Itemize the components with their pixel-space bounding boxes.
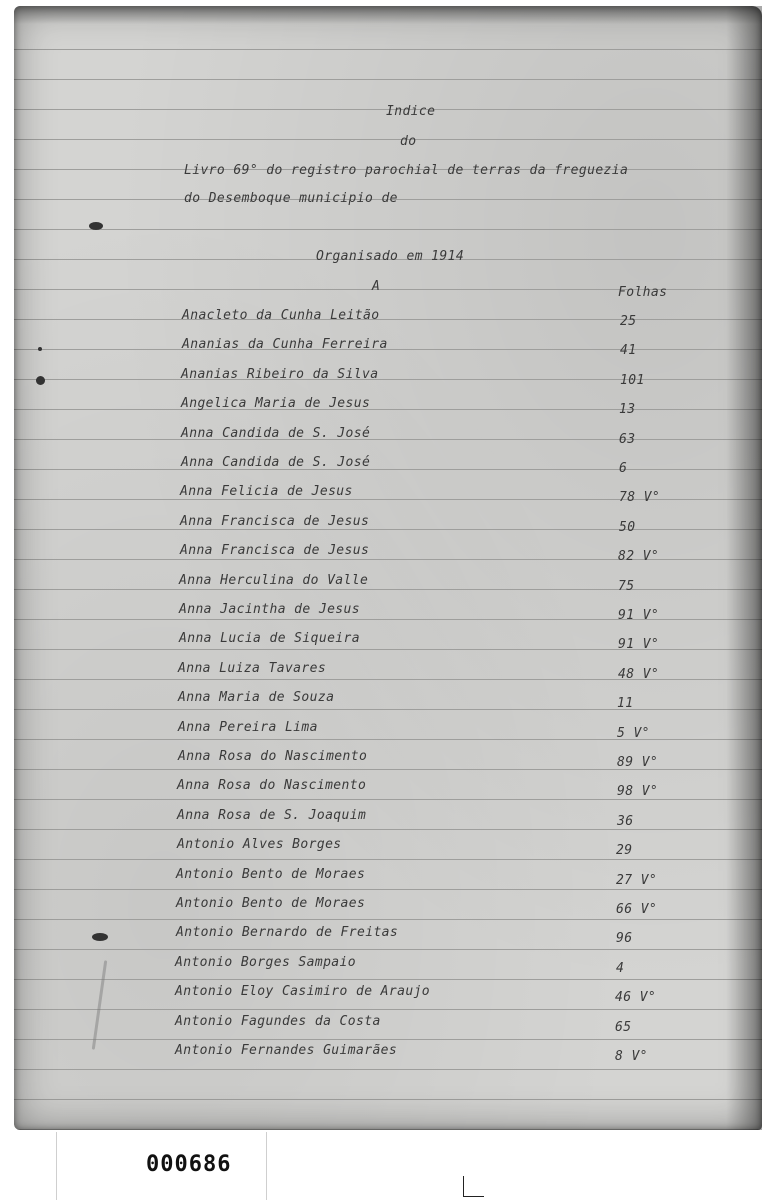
entry-folhas: 98 V° bbox=[617, 784, 659, 799]
punch-hole bbox=[36, 376, 45, 385]
corner-mark bbox=[463, 1176, 484, 1197]
entry-folhas: 27 V° bbox=[616, 873, 658, 888]
entry-folhas: 89 V° bbox=[617, 755, 659, 770]
entry-name: Anna Herculina do Valle bbox=[179, 573, 369, 588]
entry-name: Anna Jacintha de Jesus bbox=[179, 602, 360, 617]
entry-folhas: 29 bbox=[616, 843, 633, 858]
entry-folhas: 36 bbox=[617, 814, 634, 829]
entry-folhas: 25 bbox=[620, 314, 637, 329]
book-description-line-1: Livro 69° do registro parochial de terras da freguezia bbox=[184, 163, 629, 178]
entry-folhas: 6 bbox=[619, 461, 628, 476]
entry-name: Anna Lucia de Siqueira bbox=[179, 631, 360, 646]
entry-name: Anna Rosa de S. Joaquim bbox=[177, 808, 367, 823]
entry-name: Antonio Bernardo de Freitas bbox=[176, 925, 399, 940]
entry-name: Antonio Eloy Casimiro de Araujo bbox=[175, 984, 431, 999]
entry-name: Anna Maria de Souza bbox=[178, 690, 335, 705]
entry-name: Anna Candida de S. José bbox=[181, 426, 371, 441]
entry-name: Anna Rosa do Nascimento bbox=[177, 778, 367, 793]
organized-date: Organisado em 1914 bbox=[316, 249, 465, 264]
scan-frame-line bbox=[56, 1132, 57, 1200]
entry-folhas: 91 V° bbox=[618, 637, 660, 652]
entry-name: Anna Felicia de Jesus bbox=[180, 484, 353, 499]
entry-folhas: 101 bbox=[620, 373, 645, 388]
entry-folhas: 8 V° bbox=[615, 1049, 648, 1064]
entry-name: Anna Pereira Lima bbox=[178, 720, 318, 735]
entry-folhas: 11 bbox=[617, 696, 634, 711]
entry-folhas: 4 bbox=[616, 961, 625, 976]
entry-name: Angelica Maria de Jesus bbox=[181, 396, 371, 411]
entry-folhas: 46 V° bbox=[615, 990, 657, 1005]
index-title: Indice bbox=[386, 104, 436, 119]
entry-folhas: 65 bbox=[615, 1020, 632, 1035]
entry-name: Anna Francisca de Jesus bbox=[180, 514, 370, 529]
entry-name: Anna Luiza Tavares bbox=[178, 661, 327, 676]
entry-name: Antonio Bento de Moraes bbox=[176, 896, 366, 911]
entry-folhas: 63 bbox=[619, 432, 636, 447]
entry-name: Ananias Ribeiro da Silva bbox=[181, 367, 379, 382]
entry-folhas: 5 V° bbox=[617, 726, 650, 741]
entry-folhas: 96 bbox=[616, 931, 633, 946]
punch-hole bbox=[92, 933, 108, 941]
entry-name: Antonio Alves Borges bbox=[177, 837, 342, 852]
entry-folhas: 13 bbox=[619, 402, 636, 417]
entry-name: Anna Francisca de Jesus bbox=[180, 543, 370, 558]
entry-name: Antonio Bento de Moraes bbox=[176, 867, 366, 882]
entry-folhas: 50 bbox=[619, 520, 636, 535]
entry-folhas: 75 bbox=[618, 579, 635, 594]
entry-name: Antonio Fagundes da Costa bbox=[175, 1014, 381, 1029]
entry-folhas: 48 V° bbox=[618, 667, 660, 682]
entry-name: Antonio Borges Sampaio bbox=[175, 955, 356, 970]
entry-name: Anna Rosa do Nascimento bbox=[178, 749, 368, 764]
entry-folhas: 41 bbox=[620, 343, 637, 358]
entry-name: Antonio Fernandes Guimarães bbox=[175, 1043, 398, 1058]
index-subtitle: do bbox=[400, 134, 417, 149]
entry-folhas: 78 V° bbox=[619, 490, 661, 505]
entry-name: Ananias da Cunha Ferreira bbox=[182, 337, 388, 352]
entry-name: Anna Candida de S. José bbox=[181, 455, 371, 470]
entry-folhas: 82 V° bbox=[618, 549, 660, 564]
folhas-column-label: Folhas bbox=[618, 285, 668, 300]
punch-hole bbox=[38, 347, 42, 351]
scan-frame-line bbox=[266, 1132, 267, 1200]
section-letter: A bbox=[372, 279, 381, 294]
punch-hole bbox=[89, 222, 103, 230]
entry-folhas: 91 V° bbox=[618, 608, 660, 623]
archive-stamp-number: 000686 bbox=[146, 1152, 232, 1177]
entry-folhas: 66 V° bbox=[616, 902, 658, 917]
book-description-line-2: do Desemboque municipio de bbox=[184, 191, 398, 206]
entry-name: Anacleto da Cunha Leitão bbox=[182, 308, 380, 323]
